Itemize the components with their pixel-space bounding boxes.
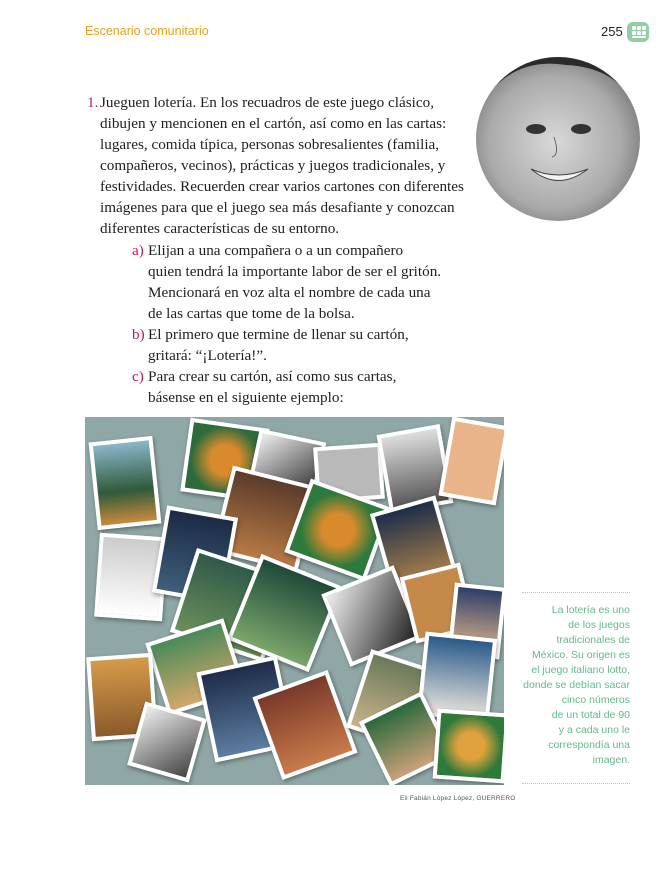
sidebar-line: correspondía una — [548, 739, 630, 751]
activity-number: 1. — [87, 94, 99, 111]
intro-line-1: Jueguen lotería. En los recuadros de este juego clásico, — [100, 94, 435, 111]
card-tacos-3 — [433, 709, 504, 784]
sidebar-line: de un total de 90 — [551, 709, 630, 721]
item-c-letter: c) — [132, 368, 144, 385]
sidebar-note — [522, 592, 630, 784]
loteria-cards-illustration — [85, 417, 504, 785]
section-title: Escenario comunitario — [85, 24, 209, 38]
sidebar-line: de los juegos — [568, 619, 630, 631]
item-a-line-4: de las cartas que tome de la bolsa. — [148, 305, 355, 322]
item-b-letter: b) — [132, 326, 145, 343]
child-portrait-photo — [476, 57, 640, 221]
sidebar-line: imagen. — [592, 754, 630, 766]
intro-line-4: compañeros, vecinos), prácticas y juegos tradicionales, y — [100, 157, 446, 174]
item-a-line-2: quien tendrá la importante labor de ser el gritón. — [148, 263, 442, 280]
item-a-letter: a) — [132, 242, 144, 259]
page-number: 255 — [601, 24, 623, 39]
item-c-line-2: básense en el siguiente ejemplo: — [148, 389, 344, 406]
sidebar-line: el juego italiano lotto, — [531, 664, 630, 676]
intro-line-2: dibujen y mencionen en el cartón, así como en las cartas: — [100, 115, 447, 132]
card-jug — [438, 417, 504, 505]
item-b-line-2: gritará: “¡Lotería!”. — [148, 347, 267, 364]
intro-line-5: festividades. Recuerden crear varios cartones con diferentes — [100, 178, 464, 195]
item-a-line-1: Elijan a una compañera o a un compañero — [148, 242, 404, 259]
sidebar-line: tradicionales de — [556, 634, 630, 646]
sidebar-line: México. Su origen es — [531, 649, 630, 661]
intro-line-3: lugares, comida típica, personas sobresalientes (familia, — [100, 136, 440, 153]
intro-line-6: imágenes para que el juego sea más desafiante y conozcan — [100, 199, 455, 216]
sidebar-line: donde se debían sacar — [523, 679, 630, 691]
item-c-line-1: Para crear su cartón, así como sus cartas, — [148, 368, 397, 385]
sidebar-line: La lotería es uno — [551, 604, 630, 616]
illustration-credit: Eli Fabián López López, GUERRERO — [400, 795, 516, 802]
item-b-line-1: El primero que termine de llenar su cartón, — [148, 326, 409, 343]
book-icon — [627, 22, 649, 42]
sidebar-line: y a cada uno le — [558, 724, 630, 736]
sidebar-line: cinco números — [561, 694, 630, 706]
intro-line-7: diferentes características de su entorno. — [100, 220, 340, 237]
item-a-line-3: Mencionará en voz alta el nombre de cada una — [148, 284, 431, 301]
card-forest-lake — [89, 436, 162, 530]
